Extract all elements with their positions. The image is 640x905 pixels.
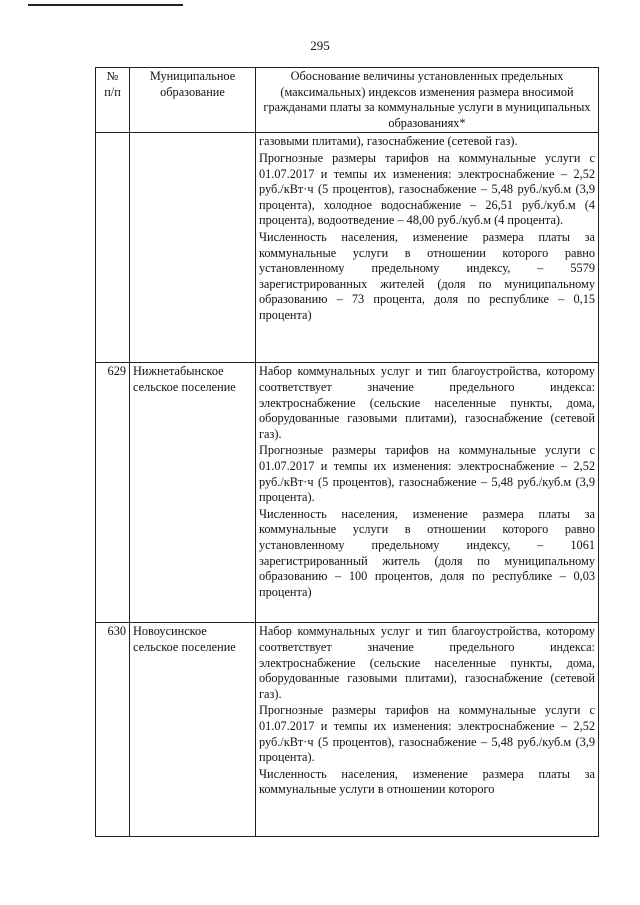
table-row	[96, 363, 599, 623]
row-municipality: Нижнетабынское сельское поселение	[130, 363, 256, 623]
tariff-table	[95, 67, 599, 837]
header-justification: Обоснование величины установленных предельных (максимальных) индексов изменения размера вносимой гражданами платы за коммунальные услуги в муниципальных образованиях*	[256, 68, 599, 133]
row-municipality: Новоусинское сельское поселение	[130, 623, 256, 837]
table-row	[96, 133, 599, 363]
header-num-text: № п/п	[104, 69, 121, 99]
row-municipality	[130, 133, 256, 363]
paragraph: Численность населения, изменение размера платы за коммунальные услуги в отношении которого	[259, 766, 595, 797]
paragraph: Набор коммунальных услуг и тип благоустройства, которому соответствует значение предельного индекса: электроснабжение (сельские населенные пункты, дома, оборудованные газовыми плитами), газоснабжение (сетевой газ).	[259, 364, 595, 441]
paragraph: Набор коммунальных услуг и тип благоустройства, которому соответствует значение предельного индекса: электроснабжение (сельские населенные пункты, дома, оборудованные газовыми плитами), газоснабжение (сетевой газ).	[259, 624, 595, 701]
table-row	[96, 623, 599, 837]
paragraph: Прогнозные размеры тарифов на коммунальные услуги с 01.07.2017 и темпы их изменения: электроснабжение – 2,52 руб./кВт·ч (5 процентов), газоснабжение – 5,48 руб./куб.м (3,9 процента), холодное водоснабжение – 26,51 руб./куб.м (4 процента), водоотведение – 48,00 руб./куб.м (4 процента).	[259, 150, 595, 228]
row-justification	[256, 133, 599, 363]
row-num	[96, 133, 130, 363]
table-header-row	[96, 68, 599, 133]
page-number: 295	[310, 38, 330, 53]
row-justification	[256, 363, 599, 623]
header-municipality: Муниципальное образование	[130, 68, 256, 133]
header-num	[96, 68, 130, 133]
row-num: 629	[96, 363, 130, 623]
paragraph: Прогнозные размеры тарифов на коммунальные услуги с 01.07.2017 и темпы их изменения: электроснабжение – 2,52 руб./кВт·ч (5 процентов), газоснабжение – 5,48 руб./куб.м (3,9 процента).	[259, 703, 595, 765]
paragraph: Прогнозные размеры тарифов на коммунальные услуги с 01.07.2017 и темпы их изменения: электроснабжение – 2,52 руб./кВт·ч (5 процентов), газоснабжение – 5,48 руб./куб.м (3,9 процента).	[259, 443, 595, 505]
top-rule	[28, 4, 183, 6]
paragraph: Численность населения, изменение размера платы за коммунальные услуги в отношении которого равно установленному предельному индексу, – 1061 зарегистрированный житель (доля по муниципальному образованию – 100 процентов, доля по республике – 0,03 процента)	[259, 506, 595, 599]
paragraph: газовыми плитами), газоснабжение (сетевой газ).	[259, 134, 518, 149]
row-justification	[256, 623, 599, 837]
row-num: 630	[96, 623, 130, 837]
paragraph: Численность населения, изменение размера платы за коммунальные услуги в отношении которого равно установленному предельному индексу, – 5579 зарегистрированных жителей (доля по муниципальному образованию – 73 процента, доля по республике – 0,15 процента)	[259, 229, 595, 322]
